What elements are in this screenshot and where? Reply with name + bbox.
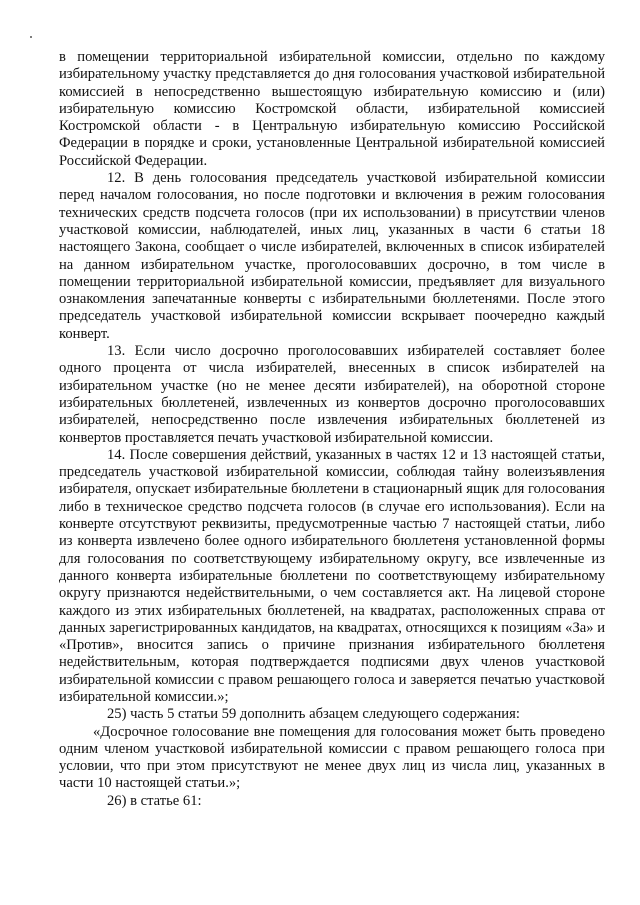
amendment-item-26: 26) в статье 61:	[107, 792, 202, 809]
document-body	[59, 49, 605, 810]
paragraph-13: 13. Если число досрочно проголосовавших избирателей составляет более одного процента от числа избирателей, внесенных в список избирателей на избирательном участке (но не менее десяти избирателей), на оборотной стороне избирательных бюллетеней, извлеченных из конвертов досрочно проголосовавших избирателей, непосредственно после извлечения избирательных бюллетеней из конвертов проставляется печать участковой избирательной комиссии.	[59, 343, 605, 446]
amendment-item-25: 25) часть 5 статьи 59 дополнить абзацем следующего содержания:	[107, 706, 520, 723]
paragraph-14: 14. После совершения действий, указанных в частях 12 и 13 настоящей статьи, председатель участковой избирательной комиссии, соблюдая тайну волеизъявления избирателя, опускает избирательные бюллетени в стационарный ящик для голосования либо в техническое средство подсчета голосов (в случае его использования). Если на конверте отсутствуют реквизиты, предусмотренные частью 7 настоящей статьи, либо из конверта извлечено более одного избирательного бюллетеня установленной формы для голосования по соответствующему избирательному округу, все извлеченные из данного конверта избирательные бюллетени по соответствующему избирательному округу признаются недействительными, о чем составляется акт. На лицевой стороне каждого из этих избирательных бюллетеней, на квадратах, расположенных справа от данных зарегистрированных кандидатов, на квадратах, относящихся к позициям «За» и «Против», вносится запись о причине признания избирательного бюллетеня недействительным, которая подтверждается подписями двух членов участковой избирательной комиссии с правом решающего голоса и заверяется печатью участковой избирательной комиссии.»;	[59, 446, 605, 705]
paragraph-continuation: в помещении территориальной избирательной комиссии, отдельно по каждому избирательному участку представляется до дня голосования участковой избирательной комиссией в непосредственно вышестоящую избирательную комиссию и (или) избирательную комиссию Костромской области, избирательной комиссией Костромской области - в Центральную избирательную комиссию Российской Федерации в порядке и сроки, установленные Центральной избирательной комиссией Российской Федерации.	[59, 49, 605, 169]
scan-speck	[30, 36, 32, 38]
paragraph-12: 12. В день голосования председатель участковой избирательной комиссии перед началом голосования, но после подготовки и включения в режим голосования технических средств подсчета голосов (при их использовании) в присутствии членов участковой комиссии, наблюдателей, иных лиц, указанных в части 6 статьи 18 настоящего Закона, сообщает о числе избирателей, включенных в список избирателей на данном избирательном участке, проголосовавших досрочно, в том числе в помещении территориальной избирательной комиссии, предъявляет для визуального ознакомления запечатанные конверты с избирательными бюллетенями. После этого председатель участковой избирательной комиссии вскрывает поочередно каждый конверт.	[59, 170, 605, 342]
amendment-quote: «Досрочное голосование вне помещения для голосования может быть проведено одним членом участковой избирательной комиссии с правом решающего голоса при условии, что при этом присутствуют не менее двух лиц из числа лиц, указанных в части 10 настоящей статьи.»;	[59, 723, 605, 792]
